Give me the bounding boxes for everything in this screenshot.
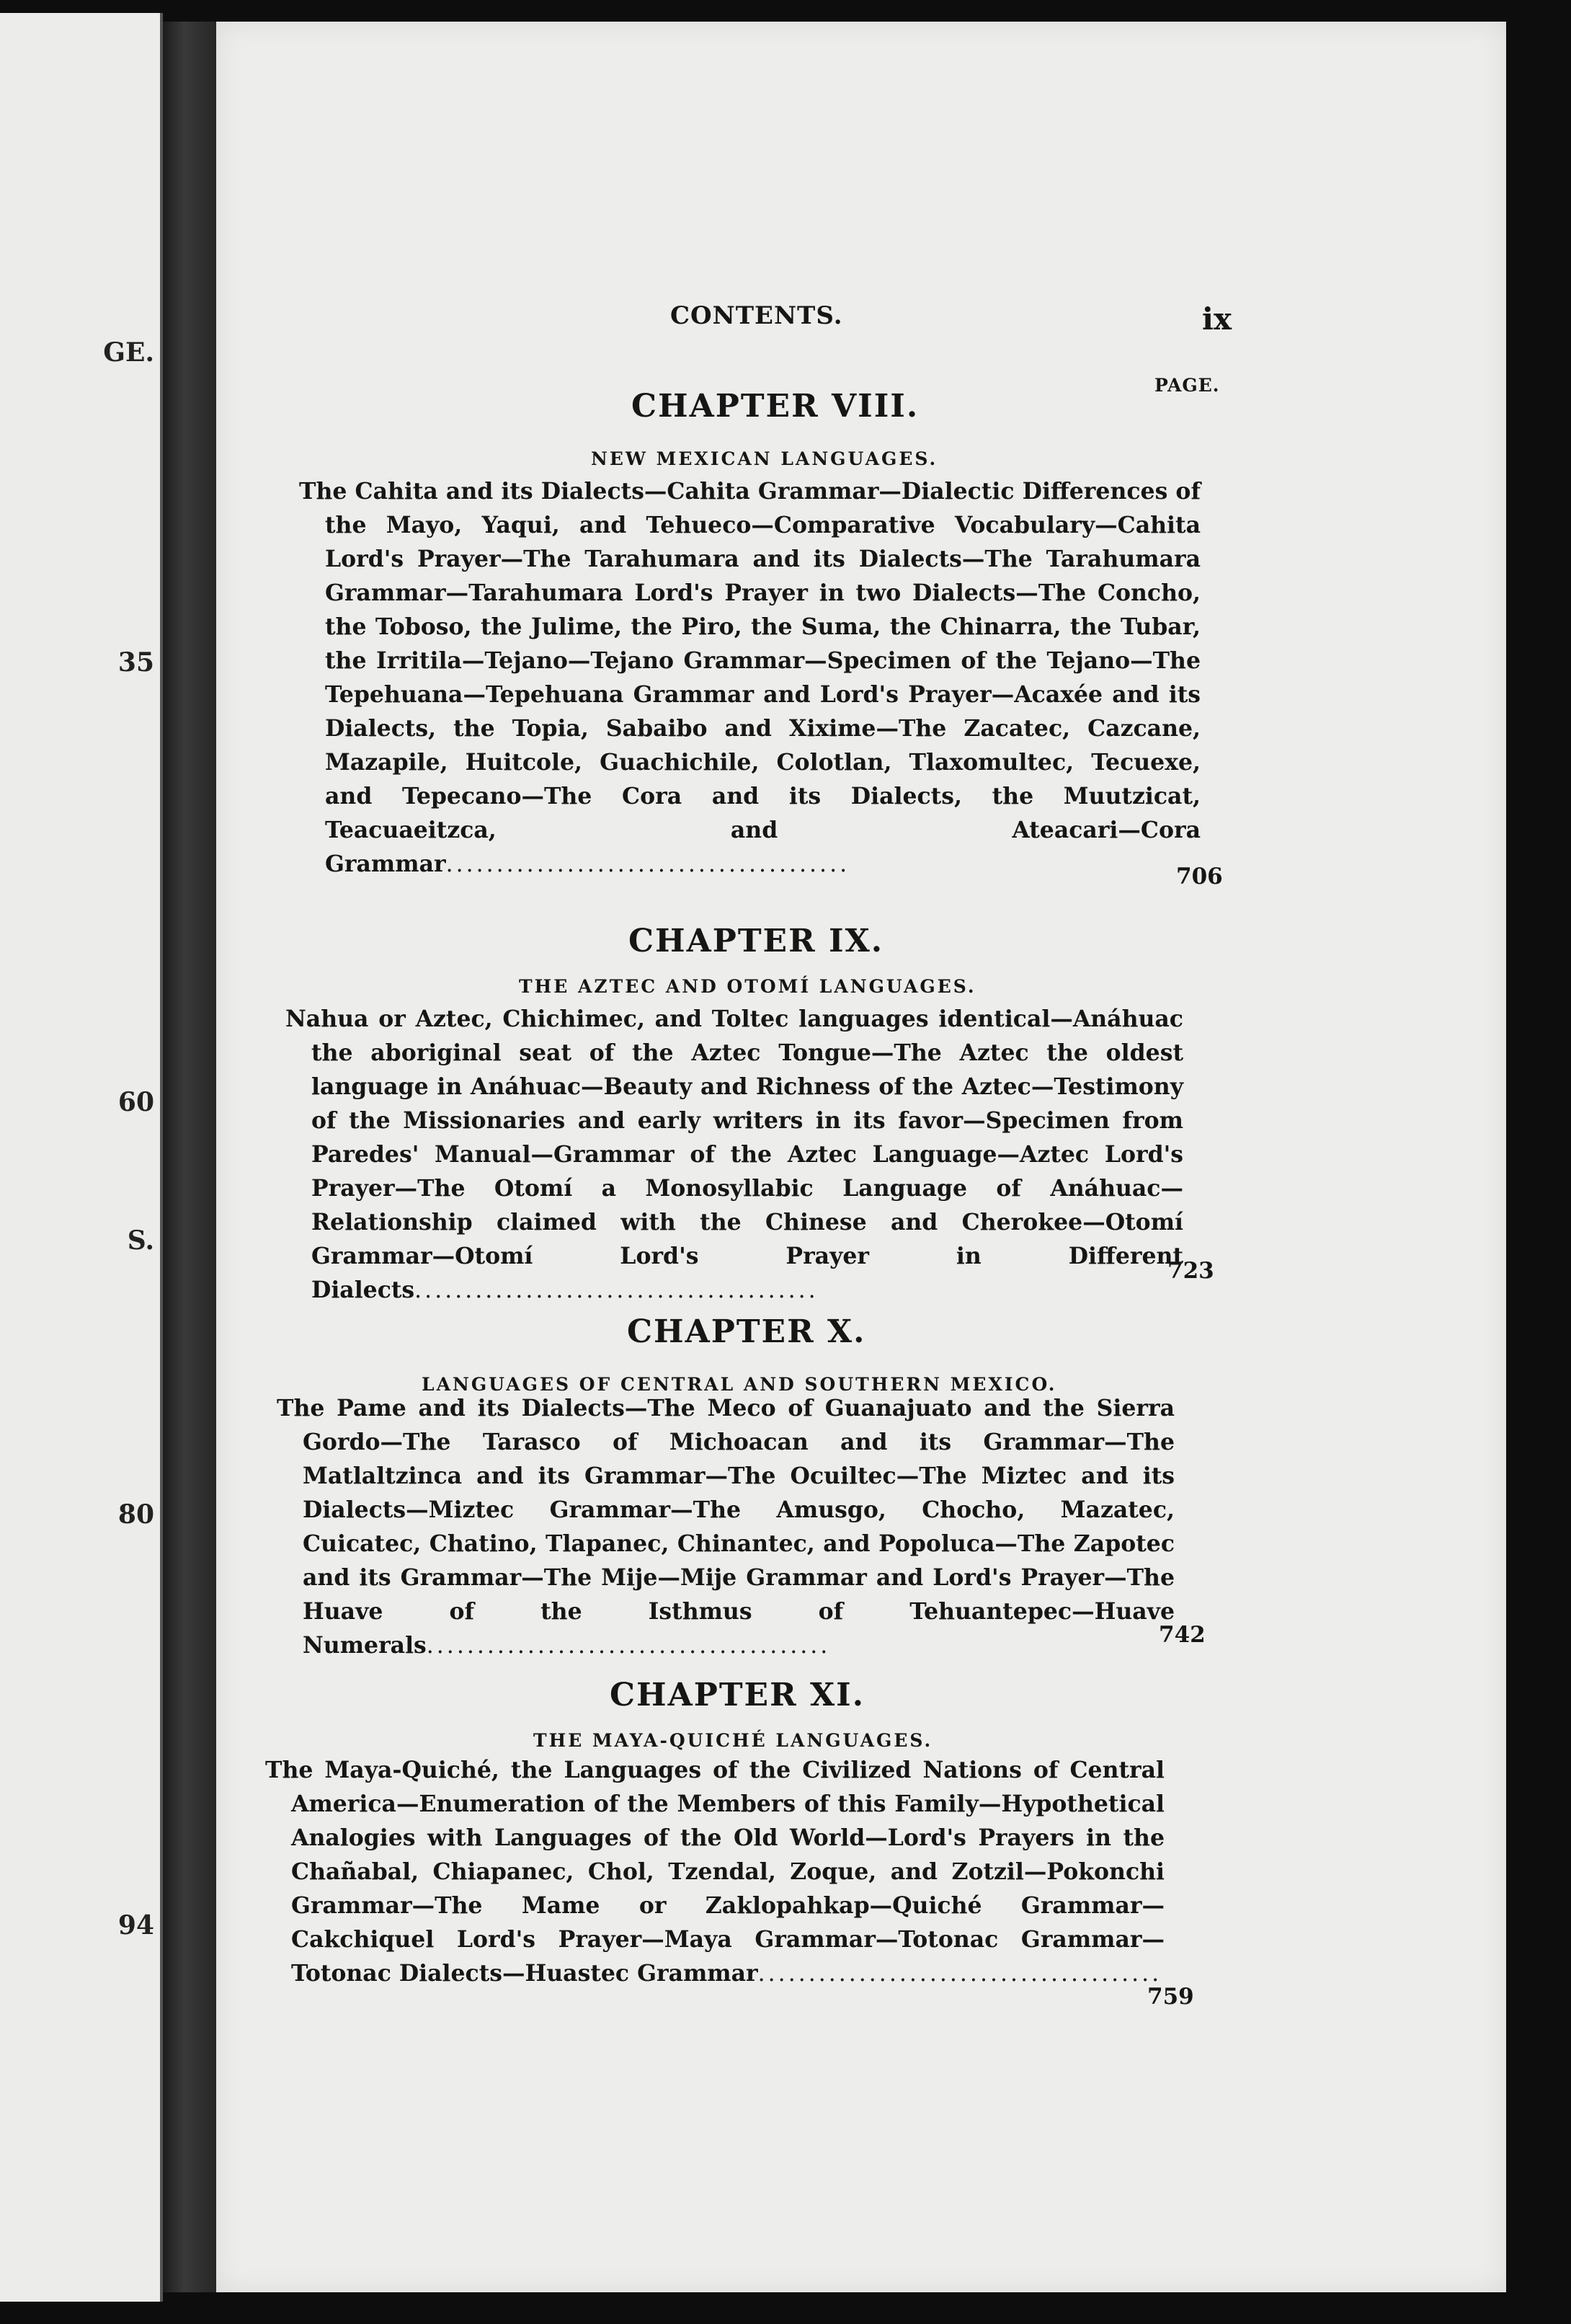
dot-leader: ........................................ — [426, 1633, 831, 1659]
left-page-fragment: 35 — [117, 647, 154, 678]
summary-text: The Pame and its Dialects—The Meco of Guanajuato and the Sierra Gordo—The Tarasco of Michoacan and its Grammar—The Matlaltzinca and its Grammar—The Ocuiltec—The Miztec and its Dialects—Miztec Grammar—The Amusgo, Chocho, Mazatec, Cuicatec, Chatino, Tlapanec, Chinantec, and Popoluca—The Zapotec and its Grammar—The Mije—Mije Grammar and Lord's Prayer—The Huave of the Isthmus of Tehuantepec—Huave Numerals — [277, 1395, 1175, 1659]
left-page-fragment: S. — [127, 1225, 154, 1256]
chapter-title: CHAPTER IX. — [628, 923, 884, 959]
left-page-fragment: 60 — [117, 1087, 154, 1117]
chapter-subtitle: NEW MEXICAN LANGUAGES. — [591, 448, 938, 469]
page-number: 706 — [1176, 864, 1223, 890]
chapter-summary — [277, 1391, 1175, 1659]
chapter-summary — [285, 1002, 1183, 1303]
chapter-title: CHAPTER X. — [627, 1313, 866, 1350]
summary-text: The Maya-Quiché, the Languages of the Civilized Nations of Central America—Enumeration of the Members of this Family—Hypothetical Analogies with Languages of the Old World—Lord's Prayers in the Chañabal, Chiapanec, Chol, Tzendal, Zoque, and Zotzil—Pokonchi Grammar—The Mame or Zaklopahkap—Quiché Grammar—Cakchiquel Lord's Prayer—Maya Grammar—Totonac Grammar—Totonac Dialects—Huastec Grammar — [265, 1757, 1165, 1987]
book-gutter — [163, 22, 216, 2292]
left-page-fragment: 94 — [117, 1910, 154, 1941]
left-page-fragment: 80 — [117, 1499, 154, 1530]
page-number: 759 — [1147, 1984, 1194, 2010]
dot-leader: ........................................ — [445, 851, 850, 877]
chapter-title: CHAPTER VIII. — [631, 388, 920, 425]
chapter-summary — [299, 474, 1201, 892]
facing-left-page — [0, 13, 163, 2302]
page-folio: ix — [1202, 301, 1232, 337]
left-page-fragment: GE. — [103, 337, 154, 368]
page-number: 723 — [1167, 1258, 1214, 1284]
dot-leader: ........................................ — [414, 1277, 819, 1303]
dot-leader: ........................................ — [757, 1961, 1162, 1987]
summary-text: The Cahita and its Dialects—Cahita Grammar—Dialectic Differences of the Mayo, Yaqui, and Tehueco—Comparative Vocabulary—Cahita Lord's Prayer—The Tarahumara and its Dialects—The Tarahumara Grammar—Tarahumara Lord's Prayer in two Dialects—The Concho, the Toboso, the Julime, the Piro, the Suma, the Chinarra, the Tubar, the Irritila—Tejano—Tejano Grammar—Specimen of the Tejano—The Tepehuana—Tepehuana Grammar and Lord's Prayer—Acaxée and its Dialects, the Topia, Sabaibo and Xixime—The Zacatec, Cazcane, Mazapile, Huitcole, Guachichile, Colotlan, Tlaxomultec, Tecuexe, and Tepecano—The Cora and its Dialects, the Muutzicat, Teacuaeitzca, and Ateacari—Cora Grammar — [299, 478, 1201, 877]
running-head: CONTENTS. — [670, 301, 843, 330]
page-column-label: PAGE. — [1154, 375, 1220, 396]
summary-text: Nahua or Aztec, Chichimec, and Toltec languages identical—Anáhuac the aboriginal seat of the Aztec Tongue—The Aztec the oldest language in Anáhuac—Beauty and Richness of the Aztec—Testimony of the Missionaries and early writers in its favor—Specimen from Paredes' Manual—Grammar of the Aztec Language—Aztec Lord's Prayer—The Otomí a Monosyllabic Language of Anáhuac—Relationship claimed with the Chinese and Cherokee—Otomí Grammar—Otomí Lord's Prayer in Different Dialects — [285, 1006, 1183, 1303]
chapter-subtitle: THE MAYA-QUICHÉ LANGUAGES. — [533, 1730, 933, 1751]
page-number: 742 — [1159, 1622, 1206, 1648]
chapter-subtitle: LANGUAGES OF CENTRAL AND SOUTHERN MEXICO. — [422, 1374, 1057, 1395]
chapter-summary — [265, 1753, 1165, 2007]
chapter-subtitle: THE AZTEC AND OTOMÍ LANGUAGES. — [519, 976, 976, 997]
chapter-title: CHAPTER XI. — [610, 1677, 865, 1713]
